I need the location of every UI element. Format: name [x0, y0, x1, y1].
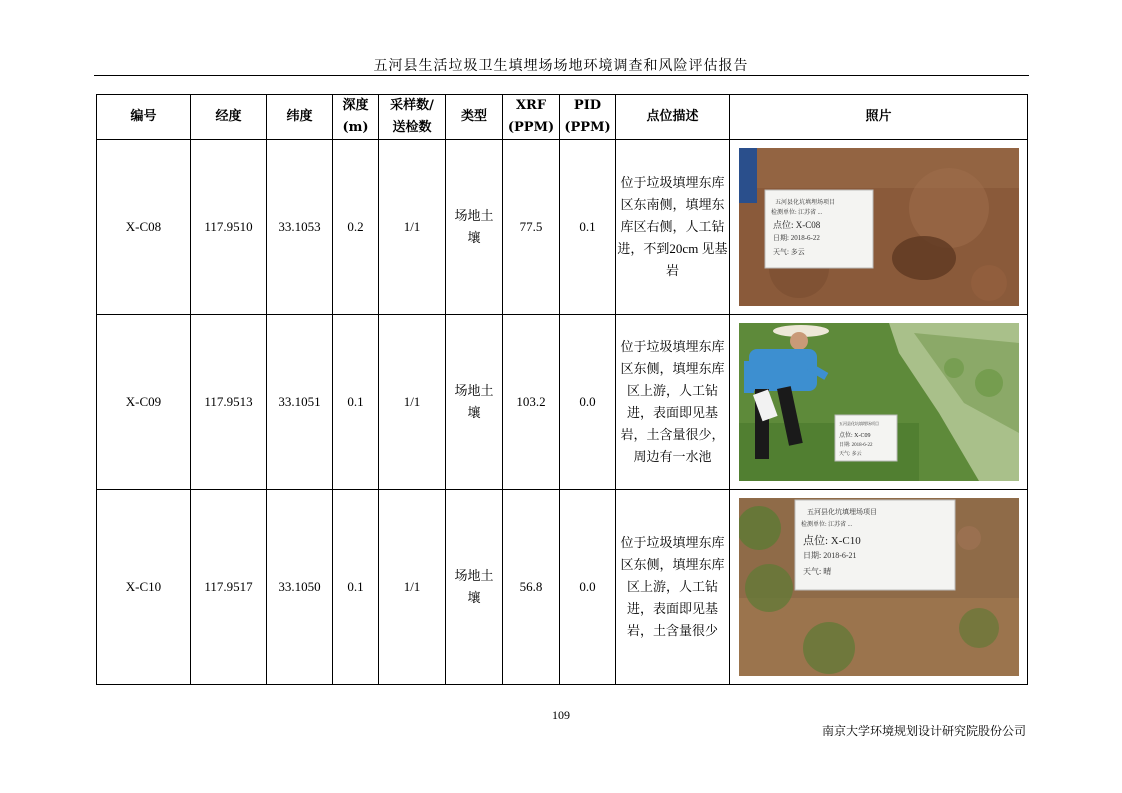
col-header-depth-line1: 深度: [342, 98, 369, 113]
cell-xrf: 77.5: [503, 140, 560, 315]
cell-longitude: 117.9517: [191, 490, 267, 685]
board-text: 天气: 多云: [772, 248, 805, 256]
page-number: 109: [552, 708, 570, 722]
sampling-table: [96, 94, 1028, 685]
cell-description: 位于垃圾填埋东库区东南侧，填埋东库区右侧，人工钻进，不到20cm 见基岩: [616, 140, 730, 315]
cell-longitude: 117.9513: [191, 315, 267, 490]
site-photo-soil: [739, 148, 1019, 306]
cell-samples: 1/1: [379, 315, 446, 490]
board-text: 点位: X-C09: [838, 433, 871, 439]
board-text: 天气: 晴: [802, 567, 831, 576]
col-header-xrf-line2: (PPM): [507, 120, 555, 135]
board-text: 点位: X-C10: [802, 535, 861, 547]
cell-type: 场地土壤: [446, 140, 503, 315]
board-text: 五河县化坑填埋场项目: [838, 421, 879, 426]
page-header-title: 五河县生活垃圾卫生填埋场场地环境调查和风险评估报告: [373, 58, 749, 74]
cell-samples: 1/1: [379, 140, 446, 315]
cell-xrf: 56.8: [503, 490, 560, 685]
footer-organization: 南京大学环境规划设计研究院股份公司: [821, 724, 1026, 738]
board-text: 五河县化坑填埋场项目: [806, 508, 877, 516]
col-header-samples-line2: 送检数: [392, 120, 432, 135]
cell-id: X-C10: [97, 490, 191, 685]
cell-longitude: 117.9510: [191, 140, 267, 315]
cell-pid: 0.0: [560, 490, 616, 685]
site-photo-worker: [739, 323, 1019, 481]
cell-depth: 0.1: [333, 315, 379, 490]
col-header-xrf-line1: XRF: [515, 98, 547, 113]
col-header-xrf: [503, 95, 560, 140]
col-header-pid-line2: (PPM): [564, 120, 611, 135]
board-text: 五河县化坑填埋场项目: [774, 200, 835, 206]
cell-photo: [730, 490, 1028, 685]
board-text: 日期: 2018-6-22: [838, 443, 872, 448]
col-header-samples: [379, 95, 446, 140]
board-text: 点位: X-C08: [772, 220, 820, 230]
cell-latitude: 33.1050: [267, 490, 333, 685]
col-header-photo: 照片: [730, 95, 1028, 140]
cell-pid: 0.1: [560, 140, 616, 315]
col-header-samples-line1: 采样数/: [390, 98, 434, 113]
col-header-id: 编号: [97, 95, 191, 140]
col-header-pid: [560, 95, 616, 140]
col-header-description: 点位描述: [616, 95, 730, 140]
board-text: 检测单位: 江苏省 ...: [770, 210, 822, 216]
board-text: 日期: 2018-6-21: [802, 551, 857, 560]
col-header-longitude: 经度: [191, 95, 267, 140]
col-header-type: 类型: [446, 95, 503, 140]
cell-id: X-C09: [97, 315, 191, 490]
cell-xrf: 103.2: [503, 315, 560, 490]
cell-type: 场地土壤: [446, 315, 503, 490]
table-row: [97, 315, 1028, 490]
cell-latitude: 33.1051: [267, 315, 333, 490]
cell-description: 位于垃圾填埋东库区东侧，填埋东库区上游，人工钻进，表面即见基岩，土含量很少: [616, 490, 730, 685]
table-row: [97, 490, 1028, 685]
cell-latitude: 33.1053: [267, 140, 333, 315]
site-photo-ground: [739, 498, 1019, 676]
board-text: 检测单位: 江苏省 ...: [800, 522, 852, 528]
cell-depth: 0.1: [333, 490, 379, 685]
board-text: 日期: 2018-6-22: [772, 234, 820, 242]
cell-samples: 1/1: [379, 490, 446, 685]
cell-type: 场地土壤: [446, 490, 503, 685]
col-header-depth: [333, 95, 379, 140]
board-text: 天气: 多云: [838, 452, 862, 457]
cell-pid: 0.0: [560, 315, 616, 490]
col-header-pid-line1: PID: [573, 98, 602, 113]
cell-depth: 0.2: [333, 140, 379, 315]
cell-photo: [730, 140, 1028, 315]
table-row: [97, 140, 1028, 315]
header-divider: [94, 75, 1029, 76]
col-header-latitude: 纬度: [267, 95, 333, 140]
cell-id: X-C08: [97, 140, 191, 315]
table-header-row: [97, 95, 1028, 140]
cell-description: 位于垃圾填埋东库区东侧，填埋东库区上游，人工钻进，表面即见基岩，土含量很少，周边有一水池: [616, 315, 730, 490]
cell-photo: [730, 315, 1028, 490]
col-header-depth-line2: (m): [342, 120, 369, 135]
